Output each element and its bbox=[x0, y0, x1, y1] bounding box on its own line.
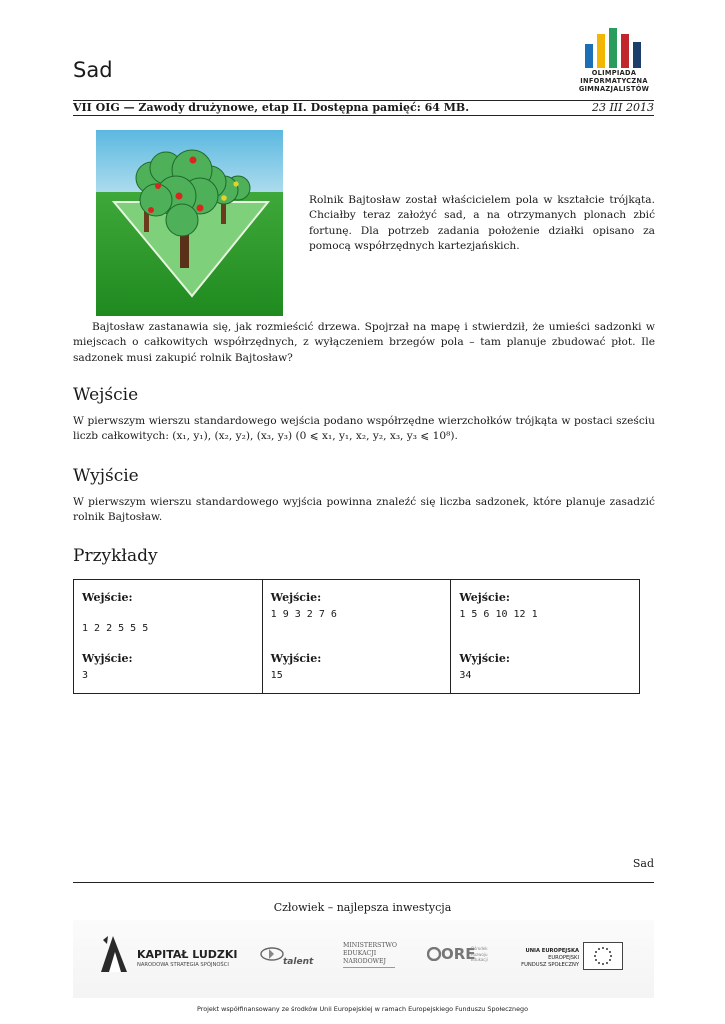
example-cell bbox=[451, 580, 639, 693]
example-output-value: 15 bbox=[270, 670, 283, 681]
oig-logo-bars-icon bbox=[583, 24, 643, 68]
contest-info: VII OIG — Zawody drużynowe, etap II. Dostępna pamięć: 64 MB. bbox=[73, 101, 470, 114]
footer-rule bbox=[73, 882, 654, 883]
input-description: W pierwszym wierszu standardowego wejścia podano współrzędne wierzchołków trójkąta w postaci sześciu liczb całkowitych: (x₁, y₁), (x₂, y₂), (x₃, y₃) (0 ⩽ x₁, y₁, x₂, y₂, x₃, y₃ ⩽ 10⁸). bbox=[73, 415, 655, 443]
examples-table bbox=[73, 579, 640, 694]
header-rule-bottom bbox=[73, 115, 654, 116]
kapital-ludzki-title: KAPITAŁ LUDZKI bbox=[137, 948, 238, 961]
eu-flag-icon bbox=[583, 942, 623, 970]
example-input-value: 1 2 2 5 5 5 bbox=[82, 623, 149, 634]
ore-logo-subtext: Ośrodek Rozwoju Edukacji bbox=[471, 946, 488, 962]
output-description: W pierwszym wierszu standardowego wyjścia powinna znaleźć się liczba sadzonek, które planuje zasadzić rolnik Bajtosław. bbox=[73, 496, 655, 524]
intro-paragraph-1: Rolnik Bajtosław został właścicielem pola w kształcie trójkąta. Chciałby teraz założyć sad, a na otrzymanych plonach zbić fortunę. Dla potrzeb zadania położenie działki opisano za pomocą współrzędnych kartezjańskich. bbox=[309, 194, 655, 253]
footer-slogan: Człowiek – najlepsza inwestycja bbox=[273, 901, 452, 914]
example-input-value: 1 9 3 2 7 6 bbox=[270, 609, 337, 620]
sponsor-logos bbox=[73, 920, 654, 998]
eu-logo-text: UNIA EUROPEJSKA EUROPEJSKI FUNDUSZ SPOŁECZNY bbox=[521, 948, 579, 968]
example-output-label: Wyjście: bbox=[459, 652, 510, 665]
example-output-value: 3 bbox=[82, 670, 89, 681]
oig-logo-text: OLIMPIADA INFORMATYCZNA GIMNAZJALISTÓW bbox=[578, 69, 650, 93]
kapital-ludzki-logo-icon bbox=[99, 934, 129, 974]
example-input-label: Wejście: bbox=[459, 591, 510, 604]
intro-paragraph-2: Bajtosław zastanawia się, jak rozmieścić drzewa. Spojrzał na mapę i stwierdził, że umieści sadzonki w miejscach o całkowitych współrzędnych, z wyłączeniem brzegów pola – tam planuje zbudować płot. Ile sadzonek musi zakupić rolnik Bajtosław? bbox=[73, 321, 655, 364]
examples-heading: Przykłady bbox=[73, 546, 158, 566]
example-cell bbox=[263, 580, 452, 693]
talent-logo-text: talent bbox=[283, 957, 314, 967]
page-title: Sad bbox=[73, 58, 113, 82]
kapital-ludzki-subtitle: NARODOWA STRATEGIA SPÓJNOŚCI bbox=[137, 962, 229, 968]
oig-logo bbox=[573, 24, 655, 96]
example-input-label: Wejście: bbox=[270, 591, 322, 604]
ore-logo-text: ORE bbox=[441, 945, 476, 963]
ministry-rule bbox=[343, 967, 395, 968]
example-output-value: 34 bbox=[459, 670, 472, 681]
output-heading: Wyjście bbox=[73, 466, 139, 486]
example-output-label: Wyjście: bbox=[270, 652, 322, 665]
example-cell bbox=[74, 580, 263, 693]
contest-date: 23 III 2013 bbox=[591, 101, 654, 114]
funding-note: Projekt współfinansowany ze środków Unii Europejskiej w ramach Europejskiego Funduszu Społecznego bbox=[197, 1005, 528, 1013]
orchard-illustration bbox=[96, 130, 283, 316]
input-heading: Wejście bbox=[73, 385, 139, 405]
footer-task-name: Sad bbox=[632, 857, 654, 870]
talent-logo-icon bbox=[259, 946, 285, 962]
example-input-value: 1 5 6 10 12 1 bbox=[459, 609, 538, 620]
ministry-logo-text: MINISTERSTWO EDUKACJI NARODOWEJ bbox=[343, 942, 397, 965]
example-output-label: Wyjście: bbox=[82, 652, 133, 665]
example-input-label: Wejście: bbox=[82, 591, 133, 604]
ore-logo-icon bbox=[427, 947, 441, 961]
